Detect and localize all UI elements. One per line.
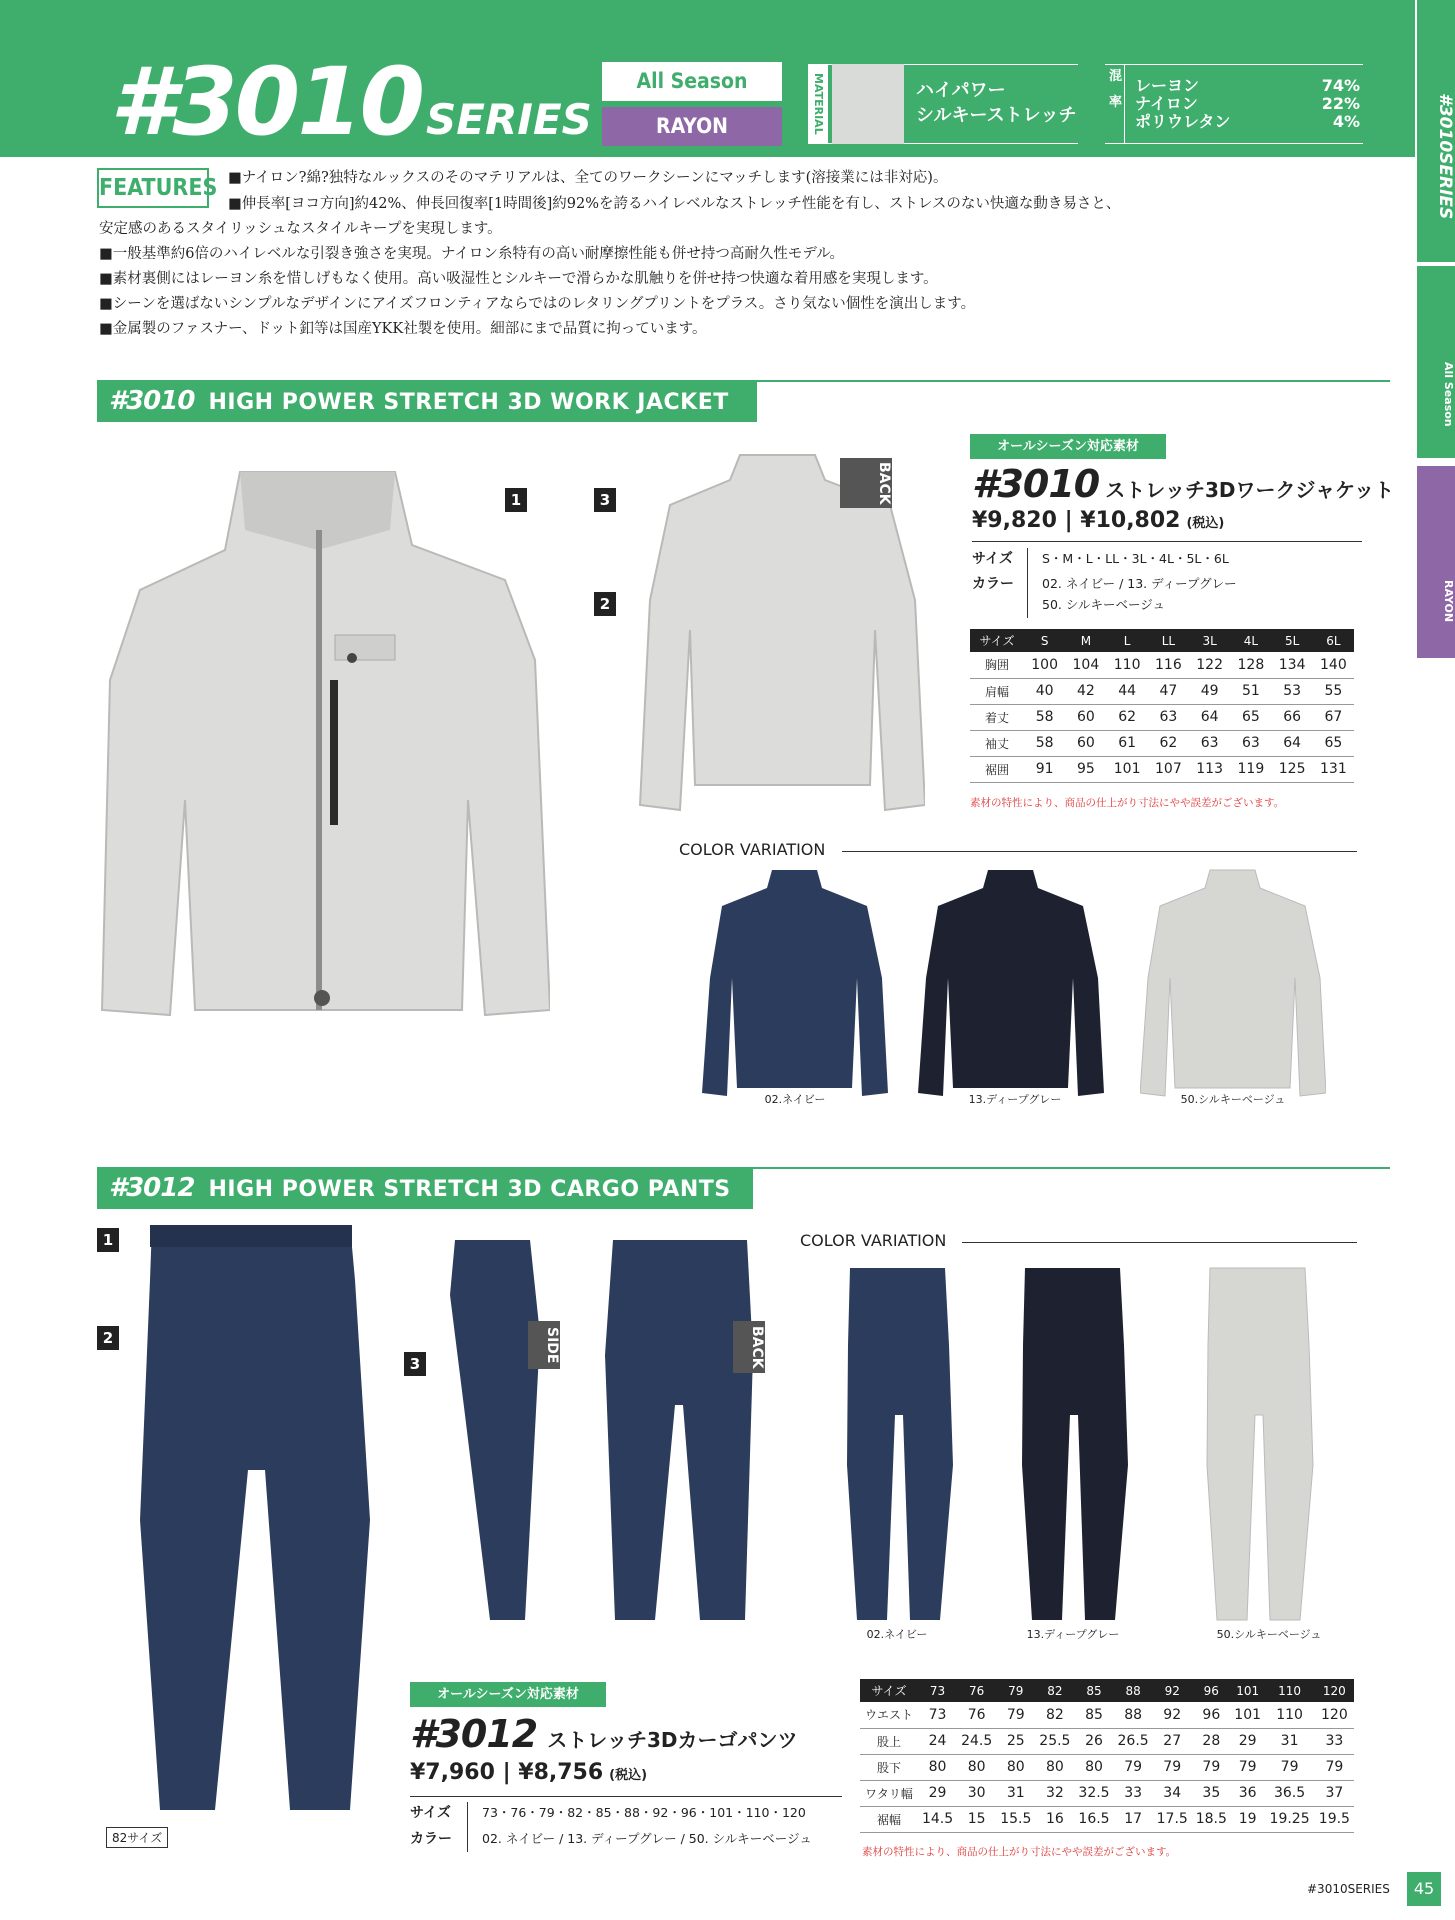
all-season-tag: オールシーズン対応素材 — [410, 1682, 606, 1707]
material-swatch — [832, 64, 904, 144]
size-label: サイズ — [410, 1805, 451, 1821]
all-season-tag: オールシーズン対応素材 — [970, 434, 1166, 459]
pants-back-image — [605, 1235, 755, 1625]
jacket-size-table — [970, 629, 1354, 783]
color-variation-title: COLOR VARIATION — [800, 1231, 947, 1250]
feature-line: ■一般基準約6倍のハイレベルな引裂き強さを実現。ナイロン糸特有の高い耐摩擦性能も併せ持つ高耐久性モデル。 — [99, 246, 845, 262]
page-number: 45 — [1407, 1872, 1441, 1906]
jacket-variant-navy — [702, 868, 888, 1098]
feature-line: ■伸長率[ヨコ方向]約42%、伸長回復率[1時間後]約92%を誇るハイレベルなストレッチ性能を有し、ストレスのない快適な動き易さと、 — [228, 196, 1121, 212]
divider — [1027, 548, 1028, 618]
divider — [842, 851, 1357, 852]
table-row: 裾幅 14.5 15 15.5 16 16.5 17 17.5 18.5 19 19.25 19.5 — [860, 1806, 1354, 1832]
feature-line: 安定感のあるスタイリッシュなスタイルキープを実現します。 — [99, 221, 502, 237]
pants-variant-navy — [845, 1265, 955, 1625]
variant-caption: 50.シルキーベージュ — [1180, 1093, 1286, 1106]
color-label: カラー — [410, 1831, 452, 1847]
color-list: 02. ネイビー / 13. ディープグレー — [1042, 576, 1237, 591]
jacket-variant-deepgray — [918, 868, 1104, 1098]
blend-row: ポリウレタン 4% — [1135, 112, 1360, 131]
feature-line: ■金属製のファスナー、ドット釦等は国産YKK社製を使用。細部にまで品質に拘っています。 — [99, 321, 707, 337]
divider — [972, 541, 1362, 542]
side-label: SIDE — [528, 1321, 560, 1369]
table-header: サイズ 73 76 79 82 85 88 92 96 101 110 120 — [860, 1679, 1354, 1702]
product-price: ¥7,960 | ¥8,756 (税込) — [410, 1760, 648, 1785]
material-name: ハイパワー シルキーストレッチ — [916, 80, 1077, 126]
variant-caption: 02.ネイビー — [866, 1628, 928, 1641]
color-variation-title: COLOR VARIATION — [679, 840, 826, 859]
table-row: 着丈 58 60 62 63 64 65 66 67 — [970, 704, 1354, 730]
product-heading: #3010 ストレッチ3Dワークジャケット — [972, 462, 1395, 506]
material-tag: RAYON — [602, 107, 782, 146]
side-tab-season: All Season — [1417, 266, 1455, 458]
section-rule — [757, 380, 1390, 382]
table-row: 袖丈 58 60 61 62 63 63 64 65 — [970, 730, 1354, 756]
size-list: 73・76・79・82・85・88・92・96・101・110・120 — [482, 1805, 806, 1820]
product-price: ¥9,820 | ¥10,802 (税込) — [972, 508, 1225, 533]
color-label: カラー — [972, 576, 1014, 592]
callout-3: 3 — [404, 1352, 426, 1376]
size-list: S・M・L・LL・3L・4L・5L・6L — [1042, 551, 1229, 566]
table-row: 胸囲 100 104 110 116 122 128 134 140 — [970, 652, 1354, 678]
feature-line: ■シーンを選ばないシンプルなデザインにアイズフロンティアならではのレタリングプリントをプラス。さり気ない個性を演出します。 — [99, 296, 976, 312]
size-label: サイズ — [972, 551, 1013, 567]
table-row: ワタリ幅 29 30 31 32 32.5 33 34 35 36 36.5 37 — [860, 1780, 1354, 1806]
side-tabs — [1417, 0, 1455, 1920]
product-heading: #3012 ストレッチ3Dカーゴパンツ — [410, 1712, 798, 1756]
table-row: 股下 80 80 80 80 80 79 79 79 79 79 79 — [860, 1754, 1354, 1780]
blend-row: ナイロン 22% — [1135, 94, 1360, 113]
jacket-variant-beige — [1140, 868, 1326, 1098]
season-tag: All Season — [602, 62, 782, 101]
callout-1: 1 — [97, 1228, 119, 1252]
material-label: MATERIAL — [808, 64, 828, 144]
divider — [467, 1802, 468, 1852]
feature-line: ■ナイロン?綿?独特なルックスのそのマテリアルは、全てのワークシーンにマッチします(溶接業には非対応)。 — [228, 170, 948, 186]
variant-caption: 02.ネイビー — [764, 1093, 826, 1106]
footer-series: #3010SERIES — [1307, 1882, 1390, 1896]
table-row: 股上 24 24.5 25 25.5 26 26.5 27 28 29 31 33 — [860, 1728, 1354, 1754]
section-rule — [753, 1167, 1390, 1169]
features-badge: FEATURES — [97, 168, 209, 208]
back-label: BACK — [733, 1321, 765, 1373]
blend-row: レーヨン 74% — [1135, 76, 1360, 95]
callout-1: 1 — [505, 488, 527, 512]
callout-3: 3 — [594, 488, 616, 512]
callout-2: 2 — [594, 592, 616, 616]
variant-caption: 13.ディープグレー — [968, 1093, 1062, 1106]
table-row: 肩幅 40 42 44 47 49 51 53 55 — [970, 678, 1354, 704]
pants-section-title: #3012 HIGH POWER STRETCH 3D CARGO PANTS — [97, 1167, 753, 1209]
table-row: ウエスト 73 76 79 82 85 88 92 96 101 110 120 — [860, 1702, 1354, 1728]
variant-caption: 13.ディープグレー — [1026, 1628, 1120, 1641]
divider — [962, 1242, 1357, 1243]
color-list: 02. ネイビー / 13. ディープグレー / 50. シルキーベージュ — [482, 1831, 812, 1846]
jacket-front-image — [90, 450, 550, 1030]
feature-line: ■素材裏側にはレーヨン糸を惜しげもなく使用。高い吸湿性とシルキーで滑らかな肌触りを併せ持つ快適な着用感を実現します。 — [99, 271, 938, 287]
color-list: 50. シルキーベージュ — [1042, 597, 1166, 612]
jacket-section-title: #3010 HIGH POWER STRETCH 3D WORK JACKET — [97, 380, 757, 422]
variant-caption: 50.シルキーベージュ — [1216, 1628, 1322, 1641]
back-label: BACK — [840, 458, 892, 508]
size-note: 素材の特性により、商品の仕上がり寸法にやや誤差がございます。 — [862, 1846, 1177, 1858]
model-size-label: 82サイズ — [106, 1827, 168, 1848]
blend-label: 混 率 — [1107, 64, 1125, 144]
divider — [410, 1796, 842, 1797]
callout-2: 2 — [97, 1326, 119, 1350]
pants-front-image — [140, 1220, 370, 1820]
pants-variant-beige — [1205, 1265, 1315, 1625]
pants-variant-deepgray — [1020, 1265, 1130, 1625]
pants-side-image — [445, 1235, 545, 1625]
series-title: #3010SERIES — [110, 48, 592, 157]
pants-size-table — [860, 1679, 1354, 1833]
size-note: 素材の特性により、商品の仕上がり寸法にやや誤差がございます。 — [970, 797, 1285, 809]
side-tab-series: #3010SERIES — [1417, 0, 1455, 262]
table-header: サイズ S M L LL 3L 4L 5L 6L — [970, 629, 1354, 652]
table-row: 裾囲 91 95 101 107 113 119 125 131 — [970, 756, 1354, 782]
side-tab-material: RAYON — [1417, 466, 1455, 658]
